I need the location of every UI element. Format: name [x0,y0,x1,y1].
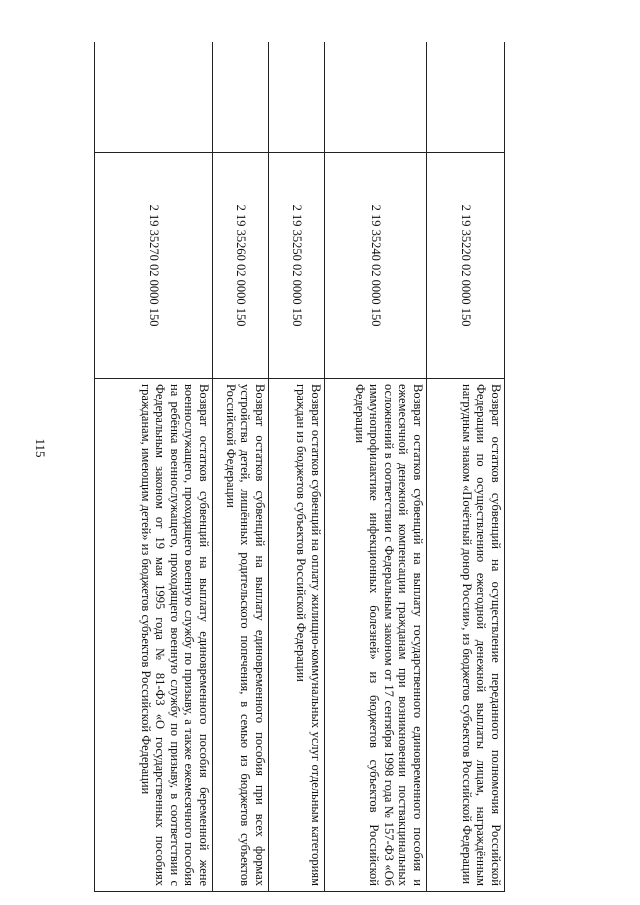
page-number: 115 [33,438,48,458]
budget-code: 2 19 35240 02 0000 150 [325,153,427,379]
budget-code: 2 19 35220 02 0000 150 [427,153,505,379]
table-row [269,42,325,892]
budget-code: 2 19 35250 02 0000 150 [269,153,325,379]
empty-cell [325,42,427,153]
table-row [95,42,213,892]
empty-cell [213,42,269,153]
table-row [325,42,427,892]
budget-code: 2 19 35270 02 0000 150 [95,153,213,379]
empty-cell [95,42,213,153]
table-row [427,42,505,892]
code-description: Возврат остатков субвенций на оплату жилищно-коммунальных услуг отдельным категориям граждан из бюджетов субъектов Российской Федерации [269,379,325,892]
code-description: Возврат остатков субвенций на выплату единовременного пособия беременной жене военнослужащего, проходящего военную службу по призыву, а также ежемесячного пособия на ребёнка военнослужащего, проходящего военную службу по призыву, в соответствии с Федеральным законом от 19 мая 1995 года № 81-ФЗ «О государственных пособиях гражданам, имеющим детей» из бюджетов субъектов Российской Федерации [95,379,213,892]
code-description: Возврат остатков субвенций на выплату единовременного пособия при всех формах устройства детей, лишённых родительского попечения, в семью из бюджетов субъектов Российской Федерации [213,379,269,892]
table-row [213,42,269,892]
code-description: Возврат остатков субвенций на осуществление переданного полномочия Российской Федерации по осуществлению ежегодной денежной выплаты лицам, награждённым нагрудным знаком «Почётный донор России», из бюджетов субъектов Российской Федерации [427,379,505,892]
code-description: Возврат остатков субвенций на выплату государственного единовременного пособия и ежемесячной денежной компенсации гражданам при возникновении поствакцинальных осложнений в соответствии с Федеральным законом от 17 сентября 1998 года № 157-ФЗ «Об иммунопрофилактике инфекционных болезней» из бюджетов субъектов Российской Федерации [325,379,427,892]
empty-cell [269,42,325,153]
budget-code: 2 19 35260 02 0000 150 [213,153,269,379]
empty-cell [427,42,505,153]
budget-codes-table [94,42,505,892]
rotated-table-container [95,42,505,892]
